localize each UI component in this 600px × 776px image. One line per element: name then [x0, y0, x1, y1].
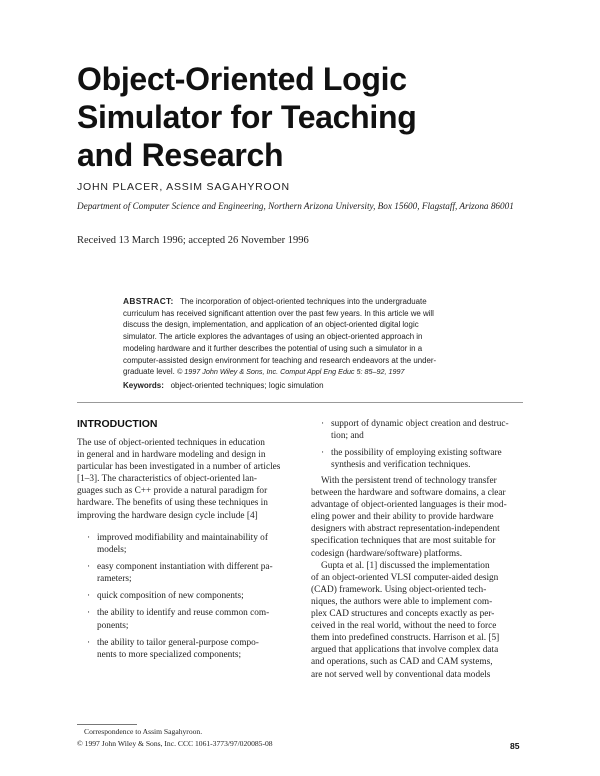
abstract-line: modeling hardware and it further describes the potential of using such a simulator in a — [123, 343, 423, 353]
text-line: between the hardware and software domains, a clear — [311, 488, 506, 499]
abstract-citation: © 1997 John Wiley & Sons, Inc. Comput Appl Eng Educ 5: 85–92, 1997 — [176, 367, 405, 377]
title-line-3: and Research — [77, 137, 284, 173]
list-item — [311, 447, 523, 471]
abstract-label: ABSTRACT: — [123, 296, 174, 306]
text-line: With the persistent trend of technology transfer — [321, 476, 497, 486]
list-item-line: rameters; — [97, 574, 132, 585]
right-list — [311, 418, 523, 476]
list-item-line: support of dynamic object creation and destruc- — [331, 419, 509, 429]
intro-paragraph — [77, 437, 303, 522]
list-item-line: ponents; — [97, 620, 129, 631]
abstract — [123, 296, 518, 378]
received-date: Received 13 March 1996; accepted 26 November 1996 — [77, 235, 309, 246]
list-item-line: models; — [97, 545, 127, 556]
text-line: [1–3]. The characteristics of object-oriented lan- — [77, 474, 258, 485]
bullet-icon: · — [87, 591, 91, 602]
text-line: specification techniques that are most suitable for — [311, 536, 496, 547]
text-line: designers with abstract representation-independent — [311, 524, 500, 535]
article-title — [77, 60, 557, 174]
copyright-note: © 1997 John Wiley & Sons, Inc. CCC 1061-3773/97/020085-08 — [77, 739, 273, 748]
text-line: The use of object-oriented techniques in education — [77, 438, 265, 448]
abstract-line: simulator. The article explores the advantages of using an object-oriented approach in — [123, 332, 423, 342]
bullet-icon: · — [321, 419, 325, 429]
text-line: in general and in hardware modeling and design in — [77, 450, 266, 461]
page-number: 85 — [510, 741, 520, 751]
title-line-2: Simulator for Teaching — [77, 99, 417, 135]
keywords — [123, 381, 324, 390]
abstract-line — [123, 366, 518, 378]
section-divider — [77, 402, 523, 403]
authors: JOHN PLACER, ASSIM SAGAHYROON — [77, 181, 290, 193]
affiliation: Department of Computer Science and Engineering, Northern Arizona University, Box 15600, Flagstaff, Arizona 86001 — [77, 201, 514, 211]
text-line: (CAD) framework. Using object-oriented tech- — [311, 584, 487, 595]
bullet-icon: · — [87, 562, 91, 573]
text-line: them into predefined constructs. Harrison et al. [5] — [311, 633, 500, 644]
abstract-line — [123, 296, 518, 308]
keywords-text: object-oriented techniques; logic simulation — [170, 381, 324, 390]
list-item-line: nents to more specialized components; — [97, 649, 242, 660]
text-line: argued that applications that involve complex data — [311, 645, 499, 656]
abstract-text: The incorporation of object-oriented techniques into the undergraduate — [180, 297, 427, 306]
footnote — [77, 726, 273, 750]
text-line: improving the hardware design cycle include [4] — [77, 510, 258, 521]
text-line: eling power and their ability to provide hardware — [311, 512, 494, 523]
list-item-line: improved modifiability and maintainability of — [97, 533, 268, 543]
text-line: codesign (hardware/software) platforms. — [311, 548, 463, 559]
text-line: Gupta et al. [1] discussed the implementation — [321, 560, 490, 571]
list-item — [77, 637, 303, 661]
list-item — [77, 561, 303, 585]
text-line: hardware. The benefits of using these techniques in — [77, 498, 268, 509]
text-line: niques, the authors were able to implement com- — [311, 596, 493, 607]
abstract-line: discuss the design, implementation, and application of an object-oriented digital logic — [123, 320, 419, 330]
text-line: of an object-oriented VLSI computer-aided design — [311, 572, 499, 583]
keywords-label: Keywords: — [123, 381, 164, 390]
text-line: ceived in the real world, without the need to force — [311, 621, 497, 632]
bullet-icon: · — [87, 608, 91, 619]
benefits-list — [77, 532, 303, 666]
text-line: particular has been investigated in a number of articles — [77, 462, 281, 473]
list-item-line: quick composition of new components; — [97, 591, 244, 602]
intro-paragraph-right — [311, 475, 523, 681]
footnote-rule — [77, 724, 137, 725]
list-item-line: synthesis and verification techniques. — [331, 460, 471, 471]
list-item-line: easy component instantiation with different pa- — [97, 562, 273, 573]
text-line: and operations, such as CAD and CAM systems, — [311, 657, 493, 668]
list-item — [77, 607, 303, 631]
list-item-line: tion; and — [331, 431, 364, 442]
list-item-line: the possibility of employing existing software — [331, 448, 502, 459]
abstract-line: curriculum has received significant attention over the past few years. In this article we will — [123, 308, 434, 318]
text-line: guages such as C++ provide a natural paradigm for — [77, 486, 268, 497]
bullet-icon: · — [321, 448, 325, 459]
text-line: plex CAD structures and concepts exactly as per- — [311, 609, 495, 620]
text-line: are not served well by conventional data models — [311, 669, 491, 680]
bullet-icon: · — [87, 533, 91, 543]
list-item-line: the ability to tailor general-purpose compo- — [97, 637, 259, 648]
list-item — [77, 532, 303, 556]
list-item — [77, 590, 303, 602]
abstract-text: graduate level. — [123, 367, 175, 377]
bullet-icon: · — [87, 637, 91, 648]
list-item — [311, 418, 523, 442]
abstract-line: computer-assisted design environment for teaching and research endeavors at the under- — [123, 355, 437, 365]
list-item-line: the ability to identify and reuse common com- — [97, 608, 270, 619]
text-line: advantage of object-oriented languages is their mod- — [311, 500, 507, 511]
title-line-1: Object-Oriented Logic — [77, 61, 407, 97]
section-heading: INTRODUCTION — [77, 418, 158, 430]
correspondence-note: Correspondence to Assim Sagahyroon. — [84, 727, 203, 736]
